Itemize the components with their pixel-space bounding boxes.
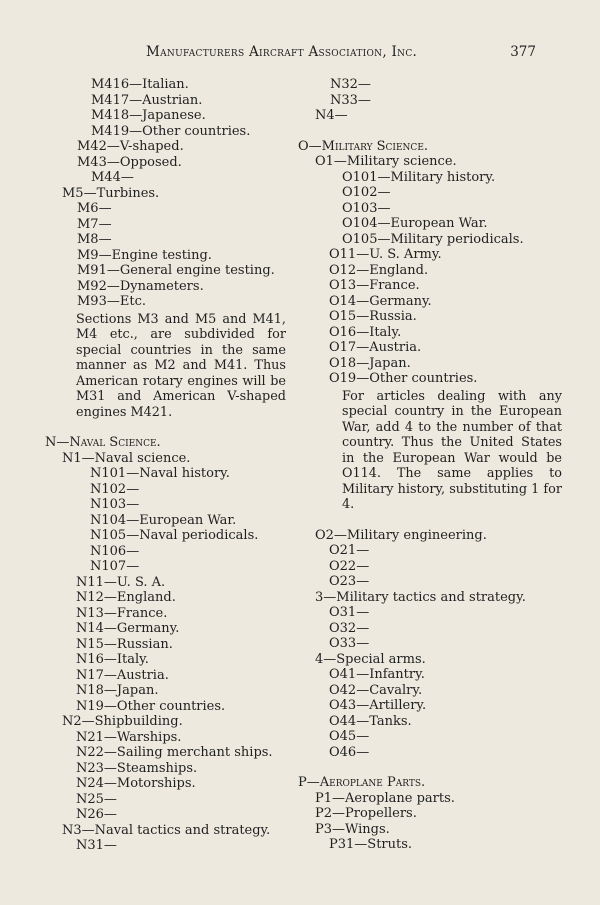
classification-entry: N31—	[76, 838, 117, 853]
classification-entry: M5—Turbines.	[62, 185, 160, 201]
classification-entry: O16—Italy.	[329, 324, 402, 340]
classification-entry: N103—	[90, 497, 140, 512]
classification-entry: M9—Engine testing.	[77, 247, 212, 263]
classification-entry: P1—Aeroplane parts.	[315, 790, 455, 806]
classification-entry: O11—U. S. Army.	[329, 247, 442, 262]
classification-entry: O2—Military engineering.	[315, 527, 487, 543]
classification-entry: M7—	[77, 216, 112, 232]
classification-entry: O105—Military periodicals.	[342, 231, 524, 247]
classification-entry: N22—Sailing merchant ships.	[76, 745, 273, 760]
naval-science-list	[45, 451, 290, 854]
classification-entry: N14—Germany.	[76, 621, 180, 636]
o-section-note: For articles dealing with any special country in the European War, add 4 to the number of that country. Thus the United States in the European War would be O114. The same applies to Military history, substituting 1 for 4.	[342, 388, 562, 512]
classification-entry: O32—	[329, 620, 370, 636]
classification-entry: M92—Dynameters.	[77, 278, 204, 294]
classification-entry: O102—	[342, 185, 391, 200]
classification-entry: M8—	[77, 232, 112, 247]
classification-entry: N25—	[76, 791, 117, 807]
classification-entry: N18—Japan.	[76, 683, 159, 698]
classification-entry: N105—Naval periodicals.	[90, 528, 259, 543]
classification-entry: O21—	[329, 543, 370, 558]
classification-entry: M416—Italian.	[91, 77, 189, 92]
classification-entry: N12—England.	[76, 590, 176, 605]
page-number: 377	[510, 44, 536, 60]
military-science-list-continued	[298, 528, 538, 761]
classification-entry: O43—Artillery.	[329, 698, 427, 713]
classification-entry: M419—Other countries.	[91, 123, 251, 139]
classification-entry: N2—Shipbuilding.	[62, 714, 183, 729]
classification-entry: O42—Cavalry.	[329, 682, 423, 698]
classification-entry: M42—V-shaped.	[77, 139, 184, 154]
classification-entry: O41—Infantry.	[329, 667, 425, 682]
classification-entry: O1—Military science.	[315, 154, 457, 169]
section-heading-military-science: O—Military Science.	[298, 138, 429, 154]
classification-entry: O31—	[329, 605, 370, 620]
classification-entry: N23—Steamships.	[76, 760, 198, 776]
classification-entry: N15—Russian.	[76, 636, 173, 652]
left-column	[45, 77, 290, 854]
classification-entry: N33—	[330, 92, 371, 108]
running-header-title: Manufacturers Aircraft Association, Inc.	[146, 44, 418, 60]
page-header	[48, 44, 536, 64]
classification-entry: P31—Struts.	[329, 837, 413, 852]
classification-entry: O44—Tanks.	[329, 713, 412, 729]
classification-entry: O101—Military history.	[342, 169, 496, 185]
classification-entry: N13—France.	[76, 605, 168, 621]
classification-entry: N16—Italy.	[76, 652, 149, 667]
aeroplane-parts-list	[298, 791, 538, 853]
classification-entry: N102—	[90, 481, 140, 497]
classification-entry: 4—Special arms.	[315, 651, 426, 667]
classification-entry: N106—	[90, 543, 140, 559]
classification-entry: M43—Opposed.	[77, 154, 182, 170]
classification-entry: 3—Military tactics and strategy.	[315, 589, 526, 605]
classification-entry: O104—European War.	[342, 216, 488, 231]
classification-entry: N21—Warships.	[76, 729, 182, 745]
m-section-note: Sections M3 and M5 and M41, M4 etc., are subdivided for special countries in the same manner as M2 and M41. Thus American rotary engines will be M31 and American V-shaped engines M421.	[76, 311, 286, 420]
classification-entry: M6—	[77, 201, 112, 216]
classification-entry: O103—	[342, 200, 391, 216]
classification-entry: M418—Japanese.	[91, 108, 206, 123]
m-subsections-list	[45, 77, 290, 310]
classification-entry: N19—Other countries.	[76, 698, 226, 714]
classification-entry: O13—France.	[329, 278, 420, 293]
section-heading-aeroplane-parts: P—Aeroplane Parts.	[298, 775, 426, 790]
classification-entry: N1—Naval science.	[62, 450, 191, 466]
classification-entry: O19—Other countries.	[329, 371, 478, 386]
classification-entry: P2—Propellers.	[315, 806, 417, 821]
classification-entry: N26—	[76, 807, 117, 822]
classification-entry: M44—	[91, 170, 134, 185]
classification-entry: P3—Wings.	[315, 821, 390, 837]
classification-entry: N17—Austria.	[76, 667, 169, 683]
classification-entry: O14—Germany.	[329, 293, 432, 309]
right-column	[298, 77, 562, 853]
military-science-list	[298, 154, 538, 387]
classification-entry: M91—General engine testing.	[77, 263, 275, 278]
classification-entry: N101—Naval history.	[90, 466, 230, 481]
classification-entry: N4—	[315, 108, 348, 123]
classification-entry: N32—	[330, 77, 371, 92]
classification-entry: N107—	[90, 559, 140, 574]
classification-entry: O22—	[329, 558, 370, 574]
section-heading-naval-science: N—Naval Science.	[45, 435, 161, 450]
classification-entry: O18—Japan.	[329, 355, 411, 371]
classification-entry: O46—	[329, 744, 370, 760]
classification-entry: O17—Austria.	[329, 340, 422, 355]
classification-entry: O45—	[329, 729, 370, 744]
classification-entry: O12—England.	[329, 262, 429, 278]
classification-entry: M417—Austrian.	[91, 92, 203, 108]
classification-entry: N104—European War.	[90, 512, 237, 528]
classification-entry: N24—Motorships.	[76, 776, 196, 791]
classification-entry: O15—Russia.	[329, 309, 417, 324]
classification-entry: N11—U. S. A.	[76, 574, 166, 590]
n-continued-list	[298, 77, 538, 124]
classification-entry: N3—Naval tactics and strategy.	[62, 822, 271, 838]
classification-entry: O23—	[329, 574, 370, 589]
classification-entry: O33—	[329, 636, 370, 651]
classification-entry: M93—Etc.	[77, 294, 146, 309]
